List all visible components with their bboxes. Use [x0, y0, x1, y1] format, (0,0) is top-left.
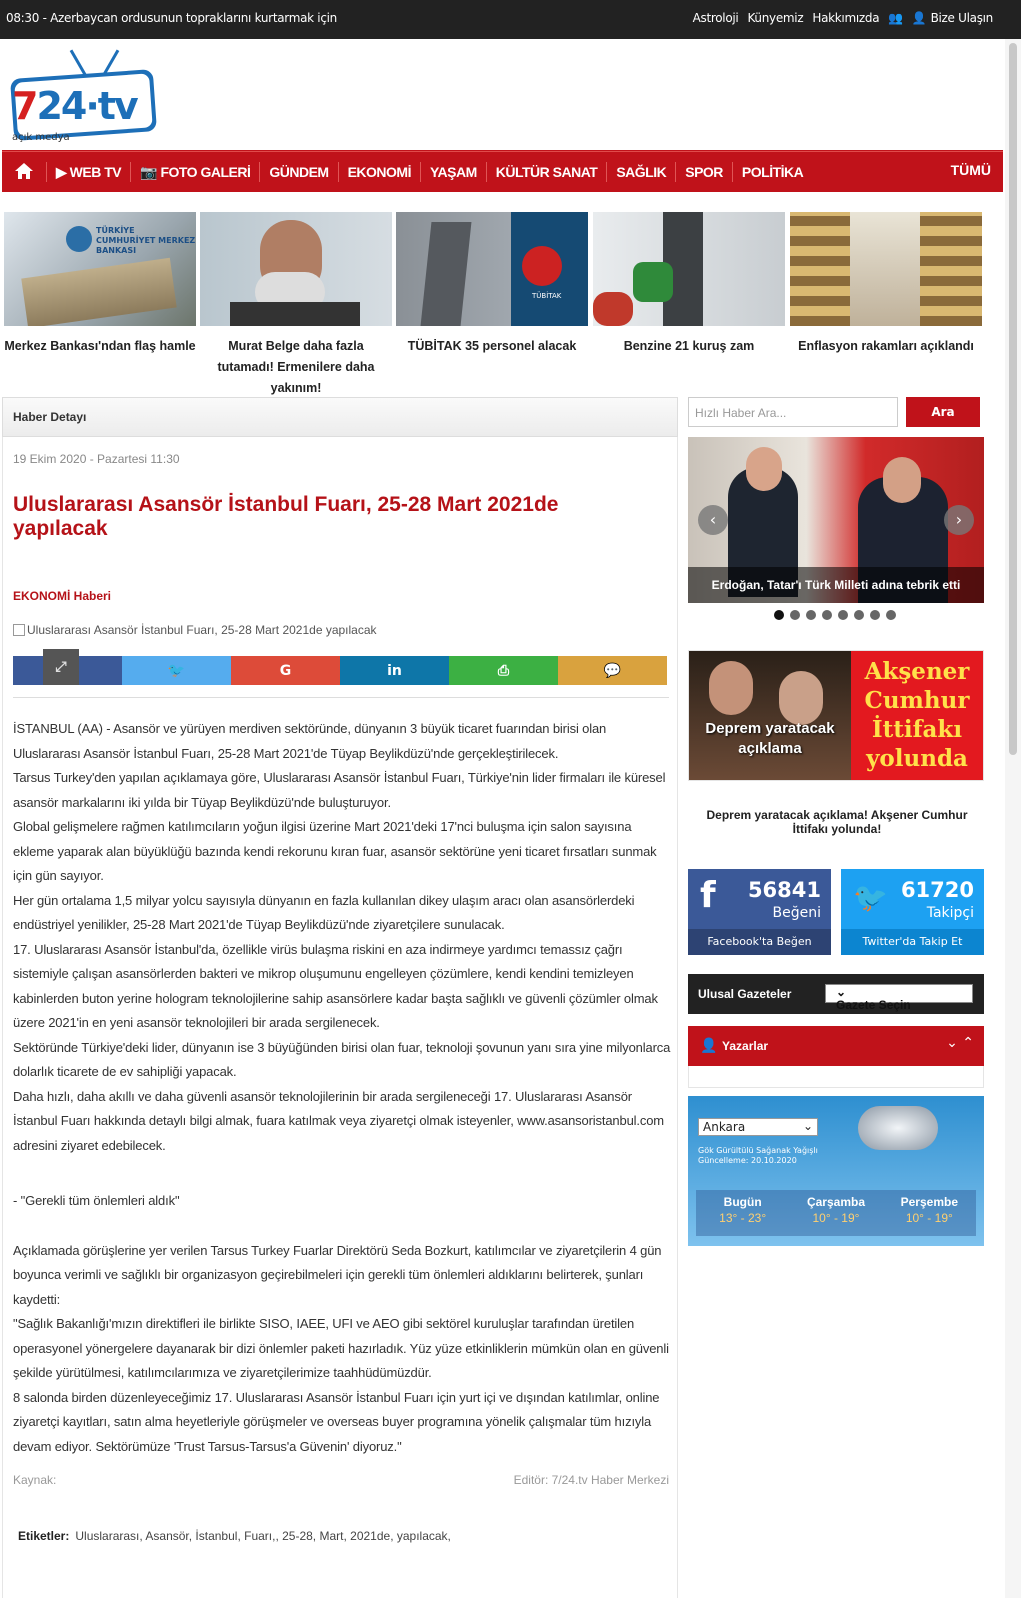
- forecast-day: Çarşamba 10° - 19°: [806, 1195, 865, 1225]
- logo-text: 724·tv: [12, 84, 137, 128]
- twitter-share-button[interactable]: [122, 656, 231, 685]
- twitter-icon: 🐦: [167, 662, 186, 679]
- forecast-day: Bugün 13° - 23°: [719, 1195, 767, 1225]
- chevron-down-icon: ⌄: [836, 985, 847, 999]
- search-input[interactable]: Hızlı Haber Ara...: [688, 397, 898, 427]
- gazeteler-box: [688, 974, 984, 1014]
- article-editor: Editör: 7/24.tv Haber Merkezi: [513, 1473, 669, 1487]
- slider-dot[interactable]: [806, 610, 816, 620]
- yazarlar-list: [688, 1066, 984, 1088]
- link-astroloji[interactable]: Astroloji: [692, 11, 739, 25]
- google-share-button[interactable]: [231, 656, 340, 685]
- scrollbar[interactable]: [1005, 39, 1021, 1598]
- camera-icon: 📷: [140, 163, 161, 180]
- slider-dot[interactable]: [774, 610, 784, 620]
- facebook-like-button[interactable]: Facebook'ta Beğen: [688, 929, 831, 955]
- slider-next-button[interactable]: ›: [944, 505, 974, 535]
- scrollbar-thumb[interactable]: [1009, 43, 1017, 755]
- headline-card[interactable]: [593, 212, 785, 357]
- storm-cloud-icon: [858, 1106, 938, 1150]
- slider-dots: [774, 610, 896, 620]
- headline-card[interactable]: [4, 212, 196, 357]
- twitter-follow-button[interactable]: Twitter'da Takip Et: [841, 929, 984, 955]
- slider-dot[interactable]: [870, 610, 880, 620]
- facebook-box[interactable]: [688, 869, 831, 955]
- link-hakkimizda[interactable]: Hakkımızda: [812, 11, 880, 25]
- gazete-select[interactable]: Gazete Seçin ⌄: [825, 984, 973, 1003]
- headline-card[interactable]: [396, 212, 588, 357]
- link-bize-ulasin[interactable]: Bize Ulaşın: [930, 11, 993, 25]
- nav-yasam[interactable]: YAŞAM: [421, 162, 487, 182]
- article-paragraph: İSTANBUL (AA) - Asansör ve yürüyen merdiven sektöründe, dünyanın 3 büyük ticaret fuarından birisi olan Uluslararası Asansör İstanbul Fuarı, 25-28 Mart 2021'de Tüyap Beylikdüzü'nde gerçekleştirilecek.: [13, 721, 607, 761]
- twitter-icon: 🐦: [853, 881, 888, 914]
- print-icon: ⎙: [497, 662, 510, 679]
- article-image: Uluslararası Asansör İstanbul Fuarı, 25-28 Mart 2021de yapılacak: [13, 623, 377, 637]
- promo-left-text: Deprem yaratacak açıklama: [705, 720, 835, 757]
- headline-image[interactable]: [4, 212, 196, 326]
- link-kunyemiz[interactable]: Künyemiz: [747, 11, 804, 25]
- weather-updated: Güncelleme: 20.10.2020: [698, 1156, 797, 1165]
- promo-caption[interactable]: Deprem yaratacak açıklama! Akşener Cumhur İttifakı yolunda!: [706, 808, 968, 836]
- nav-spor[interactable]: SPOR: [676, 162, 733, 182]
- share-bar: [13, 656, 667, 685]
- search-button[interactable]: Ara: [906, 397, 980, 427]
- facebook-icon: f: [700, 875, 716, 916]
- weather-widget: [688, 1096, 984, 1246]
- linkedin-share-button[interactable]: [340, 656, 449, 685]
- article-panel: [2, 397, 678, 1598]
- headline-image[interactable]: [790, 212, 982, 326]
- nav-kultur-sanat[interactable]: KÜLTÜR SANAT: [487, 162, 608, 182]
- nav-web-tv[interactable]: ▶ WEB TV: [47, 162, 131, 182]
- print-button[interactable]: [449, 656, 558, 685]
- comment-button[interactable]: [558, 656, 667, 685]
- headline-caption[interactable]: TÜBİTAK 35 personel alacak: [407, 339, 577, 353]
- site-logo[interactable]: [8, 44, 158, 144]
- forecast-day: Perşembe 10° - 19°: [900, 1195, 958, 1225]
- article-paragraph: Daha hızlı, daha akıllı ve daha güvenli asansör teknolojilerinin bir arada sergileneceği 17. Uluslararası Asansör İstanbul Fuarı hakkında detaylı bilgi almak, fuara katılmak veya ziyaretçi olmak isteyenler, www.asansoristanbul.com adresini ziyaret edebilecek.: [13, 1088, 664, 1153]
- article-title: Uluslararası Asansör İstanbul Fuarı, 25-28 Mart 2021de yapılacak: [13, 493, 559, 540]
- article-meta: [13, 1473, 669, 1487]
- promo-card[interactable]: [688, 650, 984, 836]
- user-plus-icon[interactable]: 👥: [888, 11, 903, 25]
- linkedin-icon: in: [387, 662, 402, 679]
- nav-tumu[interactable]: TÜMÜ: [950, 162, 991, 178]
- yazarlar-title: Yazarlar: [722, 1039, 769, 1053]
- article-paragraph: "Sağlık Bakanlığı'mızın direktifleri ile birlikte SISO, IAEE, UFI ve AEO gibi sektörel kuruluşlar tarafından üretilen operasyonel yönergelere dayanarak bir dizi önlemler paketi hazırladık. Yüz yüze etkinliklerin mümkün olan en güvenli şekilde yürütülmesi, katılımcılarımıza ve ziyaretçilerimize taahhüdümüzdür.: [13, 1316, 669, 1380]
- headline-image[interactable]: [396, 212, 588, 326]
- headline-card[interactable]: [790, 212, 982, 357]
- slider-dot[interactable]: [838, 610, 848, 620]
- article-paragraph: Her gün ortalama 1,5 milyar yolcu sayısıyla dünyanın en fazla kullanılan dikey ulaşım aracı olan asansörlerdeki endüstriyel yenilikler, 25-28 Mart 2021'de Tüyap Beylikdüzü'nde ziyaretçilere sunulacak.: [13, 892, 635, 932]
- top-bar: [0, 0, 1021, 39]
- nav-gundem[interactable]: GÜNDEM: [260, 162, 338, 182]
- slider-dot[interactable]: [854, 610, 864, 620]
- article-paragraph: Tarsus Turkey'den yapılan açıklamaya göre, Uluslararası Asansör İstanbul Fuarı, Türkiye'nin lider firmaları ile küresel asansör markalarını iki yılda bir Tüyap Beylikdüzü'nde buluşturuyor.: [13, 770, 666, 810]
- facebook-count: 56841: [747, 878, 821, 902]
- tags-label: Etiketler:: [18, 1529, 70, 1543]
- headline-caption[interactable]: Enflasyon rakamları açıklandı: [798, 339, 974, 353]
- news-slider[interactable]: [688, 437, 984, 603]
- article-tags: [18, 1529, 451, 1543]
- twitter-count: 61720: [900, 878, 974, 902]
- chevron-down-icon: ⌄: [802, 1119, 813, 1133]
- user-icon: 👤: [700, 1037, 718, 1053]
- article-paragraph: 8 salonda birden düzenleyeceğimiz 17. Uluslararası Asansör İstanbul Fuarı için yurt içi ve dışından katılımlar, online ziyaretçi kayıtları, satın alma heyetleriyle görüşmeler ve overseas buyer programına yönelik çalışmalar tüm hızıyla devam ediyor. Sektörümüze 'Trust Tarsus-Tarsus'a Güvenin' diyoruz.": [13, 1389, 660, 1454]
- slider-prev-button[interactable]: ‹: [698, 505, 728, 535]
- article-paragraph: 17. Uluslararası Asansör İstanbul'da, özellikle virüs bulaşma riskini en aza indirmeye yardımcı temassız çağrı sistemiyle çalışan asansörlerden bakteri ve mikrop oluşumunu engelleyen çözümlere, kendi kendini temizleyen kabinlerden buton yerine hologram teknolojilerine sahip asansörlere kadar başta sağlıklı ve güvenli çözümler olmak üzere 2021'in en yeni asansör teknolojileri bir arada sergilenecek.: [13, 941, 658, 1030]
- nav-ekonomi[interactable]: EKONOMİ: [339, 162, 421, 182]
- weather-info: [698, 1146, 818, 1166]
- cb-logo-text: TÜRKİYE CUMHURİYET MERKEZ BANKASI: [96, 226, 196, 255]
- logo-subtitle: açık medya: [12, 132, 70, 143]
- comment-icon: 💬: [603, 662, 622, 679]
- headline-image[interactable]: [200, 212, 392, 326]
- yazarlar-header[interactable]: [688, 1026, 984, 1066]
- forecast-days: [696, 1190, 976, 1236]
- nav-foto-galeri[interactable]: 📷 FOTO GALERİ: [131, 162, 260, 182]
- panel-header: [2, 397, 678, 437]
- home-icon[interactable]: [2, 162, 47, 182]
- article-source: Kaynak:: [13, 1473, 57, 1487]
- twitter-box[interactable]: [841, 869, 984, 955]
- expand-icon[interactable]: ⤢: [43, 649, 79, 685]
- article-subhead: - "Gerekli tüm önlemleri aldık": [13, 1193, 180, 1208]
- collapse-toggle-icon[interactable]: ⌄ ⌃: [946, 1035, 974, 1051]
- user-icon[interactable]: 👤: [911, 11, 927, 25]
- slider-dot[interactable]: [822, 610, 832, 620]
- play-icon: ▶: [56, 163, 70, 180]
- article-body: [13, 717, 671, 1459]
- article-paragraph: Sektöründe Türkiye'deki lider, dünyanın ise 3 büyüğünden birisi olan fuar, teknoloji şovunun yanı sıra yine milyonlarca dolarlık ticarete de ev sahipliği yapacak.: [13, 1039, 671, 1079]
- city-select[interactable]: Ankara ⌄: [698, 1118, 818, 1136]
- top-links: [693, 11, 993, 25]
- twitter-label: Takipçi: [926, 905, 974, 921]
- tubitak-logo-text: TÜBİTAK: [532, 292, 562, 300]
- main-nav: [2, 150, 1003, 192]
- gazeteler-title: Ulusal Gazeteler: [698, 987, 792, 1001]
- article-paragraph: Açıklamada görüşlerine yer verilen Tarsus Turkey Fuarlar Direktörü Seda Bozkurt, katılımcılar ve ziyaretçilerin 4 gün boyunca verimli ve sağlıklı bir organizasyon geçirebilmeleri için gerekli tüm önlemleri aldıklarını belirterek, şunları kaydetti:: [13, 1242, 662, 1307]
- nav-politika[interactable]: POLİTİKA: [741, 163, 804, 180]
- headline-caption[interactable]: Murat Belge daha fazla tutamadı! Ermenilere daha yakınım!: [217, 339, 375, 395]
- slider-dot[interactable]: [790, 610, 800, 620]
- tags-list[interactable]: Uluslararası, Asansör, İstanbul, Fuarı,, 25-28, Mart, 2021de, yapılacak,: [75, 1529, 451, 1543]
- panel-title: Haber Detayı: [13, 410, 87, 424]
- article-date: 19 Ekim 2020 - Pazartesi 11:30: [13, 452, 180, 466]
- facebook-label: Beğeni: [772, 905, 821, 921]
- nav-saglik[interactable]: SAĞLIK: [607, 162, 676, 182]
- promo-right-text: Akşener Cumhur İttifakı yolunda: [864, 658, 970, 772]
- google-icon: G: [279, 662, 292, 679]
- article-category[interactable]: EKONOMİ Haberi: [13, 589, 112, 603]
- broken-image-icon: [13, 624, 25, 636]
- news-ticker[interactable]: 08:30 - Azerbaycan ordusunun topraklarını kurtarmak için: [6, 11, 337, 25]
- article-paragraph: Global gelişmelere rağmen katılımcıların yoğun ilgisi üzerine Mart 2021'deki 17'nci buluşma için salon sayısına ekleme yaparak alan büyüklüğü bazında kendi rekorunu kıran fuar, asansör sektörüne yeni ticaret fırsatları sunmak için gün sayıyor.: [13, 819, 657, 883]
- headline-caption[interactable]: Benzine 21 kuruş zam: [623, 339, 755, 353]
- slider-dot[interactable]: [886, 610, 896, 620]
- slider-caption[interactable]: Erdoğan, Tatar'ı Türk Milleti adına tebrik etti: [688, 567, 984, 603]
- headline-card[interactable]: [200, 212, 392, 399]
- headline-image[interactable]: [593, 212, 785, 326]
- weather-desc: Gök Gürültülü Sağanak Yağışlı: [698, 1146, 818, 1155]
- headline-caption[interactable]: Merkez Bankası'ndan flaş hamle: [4, 339, 196, 353]
- facebook-share-button[interactable]: [13, 656, 122, 685]
